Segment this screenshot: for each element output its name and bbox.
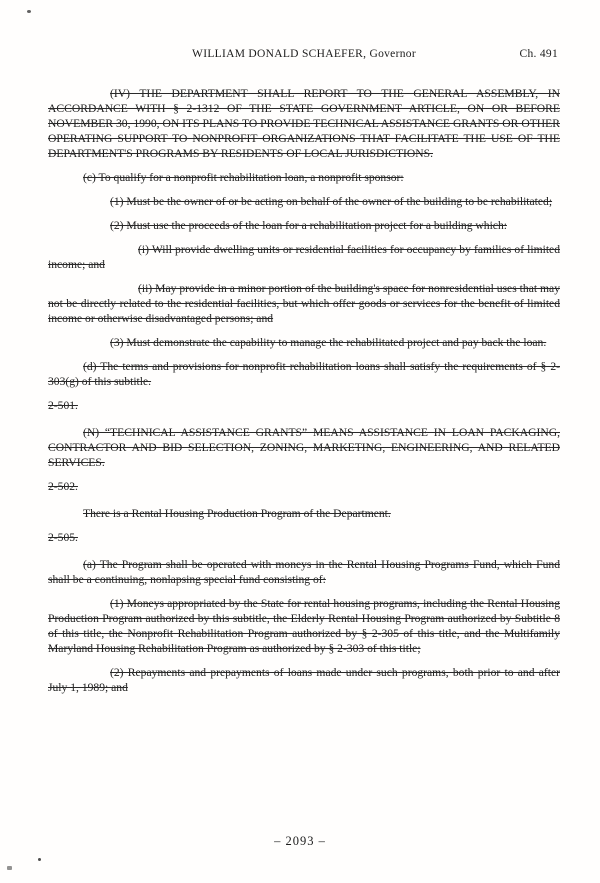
paragraph-c3-struck: (3) Must demonstrate the capability to manage the rehabilitated project and pay back the loan. bbox=[110, 336, 547, 349]
chapter-label: Ch. 491 bbox=[519, 48, 558, 60]
page-header bbox=[48, 48, 560, 60]
section-number-2-501: 2-501. bbox=[48, 399, 78, 412]
paragraph-c1-struck: (1) Must be the owner of or be acting on behalf of the owner of the building to be rehabilitated; bbox=[110, 195, 553, 208]
scan-artifact bbox=[7, 866, 12, 870]
paragraph-a-struck: (a) The Program shall be operated with moneys in the Rental Housing Programs Fund, which Fund shall be a continuing, nonlapsing special fund consisting of: bbox=[48, 558, 560, 586]
scan-artifact bbox=[27, 10, 31, 13]
paragraph-rental-housing-struck: There is a Rental Housing Production Program of the Department. bbox=[83, 507, 391, 520]
scan-artifact bbox=[38, 858, 41, 861]
page-number: – 2093 – bbox=[274, 834, 326, 848]
paragraph-c2i-struck: (i) Will provide dwelling units or residential facilities for occupancy by families of limited income; and bbox=[48, 243, 560, 271]
paragraph-d-struck: (d) The terms and provisions for nonprofit rehabilitation loans shall satisfy the requirements of § 2-303(g) of this subtitle. bbox=[48, 360, 560, 388]
running-header-title: WILLIAM DONALD SCHAEFER, Governor bbox=[192, 48, 416, 60]
paragraph-iv-struck: (IV) THE DEPARTMENT SHALL REPORT TO THE GENERAL ASSEMBLY, IN ACCORDANCE WITH § 2-1312 OF THE STATE GOVERNMENT ARTICLE, ON OR BEFORE NOVEMBER 30, 1990, ON ITS PLANS TO PROVIDE TECHNICAL ASSISTANCE GRANTS OR OTHER OPERATING SUPPORT TO NONPROFIT ORGANIZATIONS THAT FACILITATE THE USE OF THE DEPARTMENT'S PROGRAMS BY RESIDENTS OF LOCAL JURISDICTIONS. bbox=[48, 87, 560, 160]
paragraph-c2ii-struck: (ii) May provide in a minor portion of the building's space for nonresidential uses that may not be directly related to the residential facilities, but which offer goods or services for the benefit of limited income or otherwise disadvantaged persons; and bbox=[48, 282, 560, 325]
paragraph-a1-struck: (1) Moneys appropriated by the State for rental housing programs, including the Rental Housing Production Program authorized by this subtitle, the Elderly Rental Housing Program authorized by Subtitle 8 of this title, the Nonprofit Rehabilitation Program authorized by § 2-305 of this title, and the Multifamily Maryland Housing Rehabilitation Program as authorized by § 2-303 of this title; bbox=[48, 597, 560, 655]
section-number-2-505: 2-505. bbox=[48, 531, 78, 544]
paragraph-n-struck: (N) “TECHNICAL ASSISTANCE GRANTS” MEANS ASSISTANCE IN LOAN PACKAGING, CONTRACTOR AND BID SELECTION, ZONING, MARKETING, ENGINEERING, AND RELATED SERVICES. bbox=[48, 426, 560, 469]
paragraph-c-struck: (c) To qualify for a nonprofit rehabilitation loan, a nonprofit sponsor: bbox=[83, 171, 404, 184]
page-body bbox=[48, 86, 560, 695]
section-number-2-502: 2-502. bbox=[48, 480, 78, 493]
paragraph-c2-struck: (2) Must use the proceeds of the loan for a rehabilitation project for a building which: bbox=[110, 219, 507, 232]
paragraph-a2-struck: (2) Repayments and prepayments of loans made under such programs, both prior to and after July 1, 1989; and bbox=[48, 666, 560, 694]
